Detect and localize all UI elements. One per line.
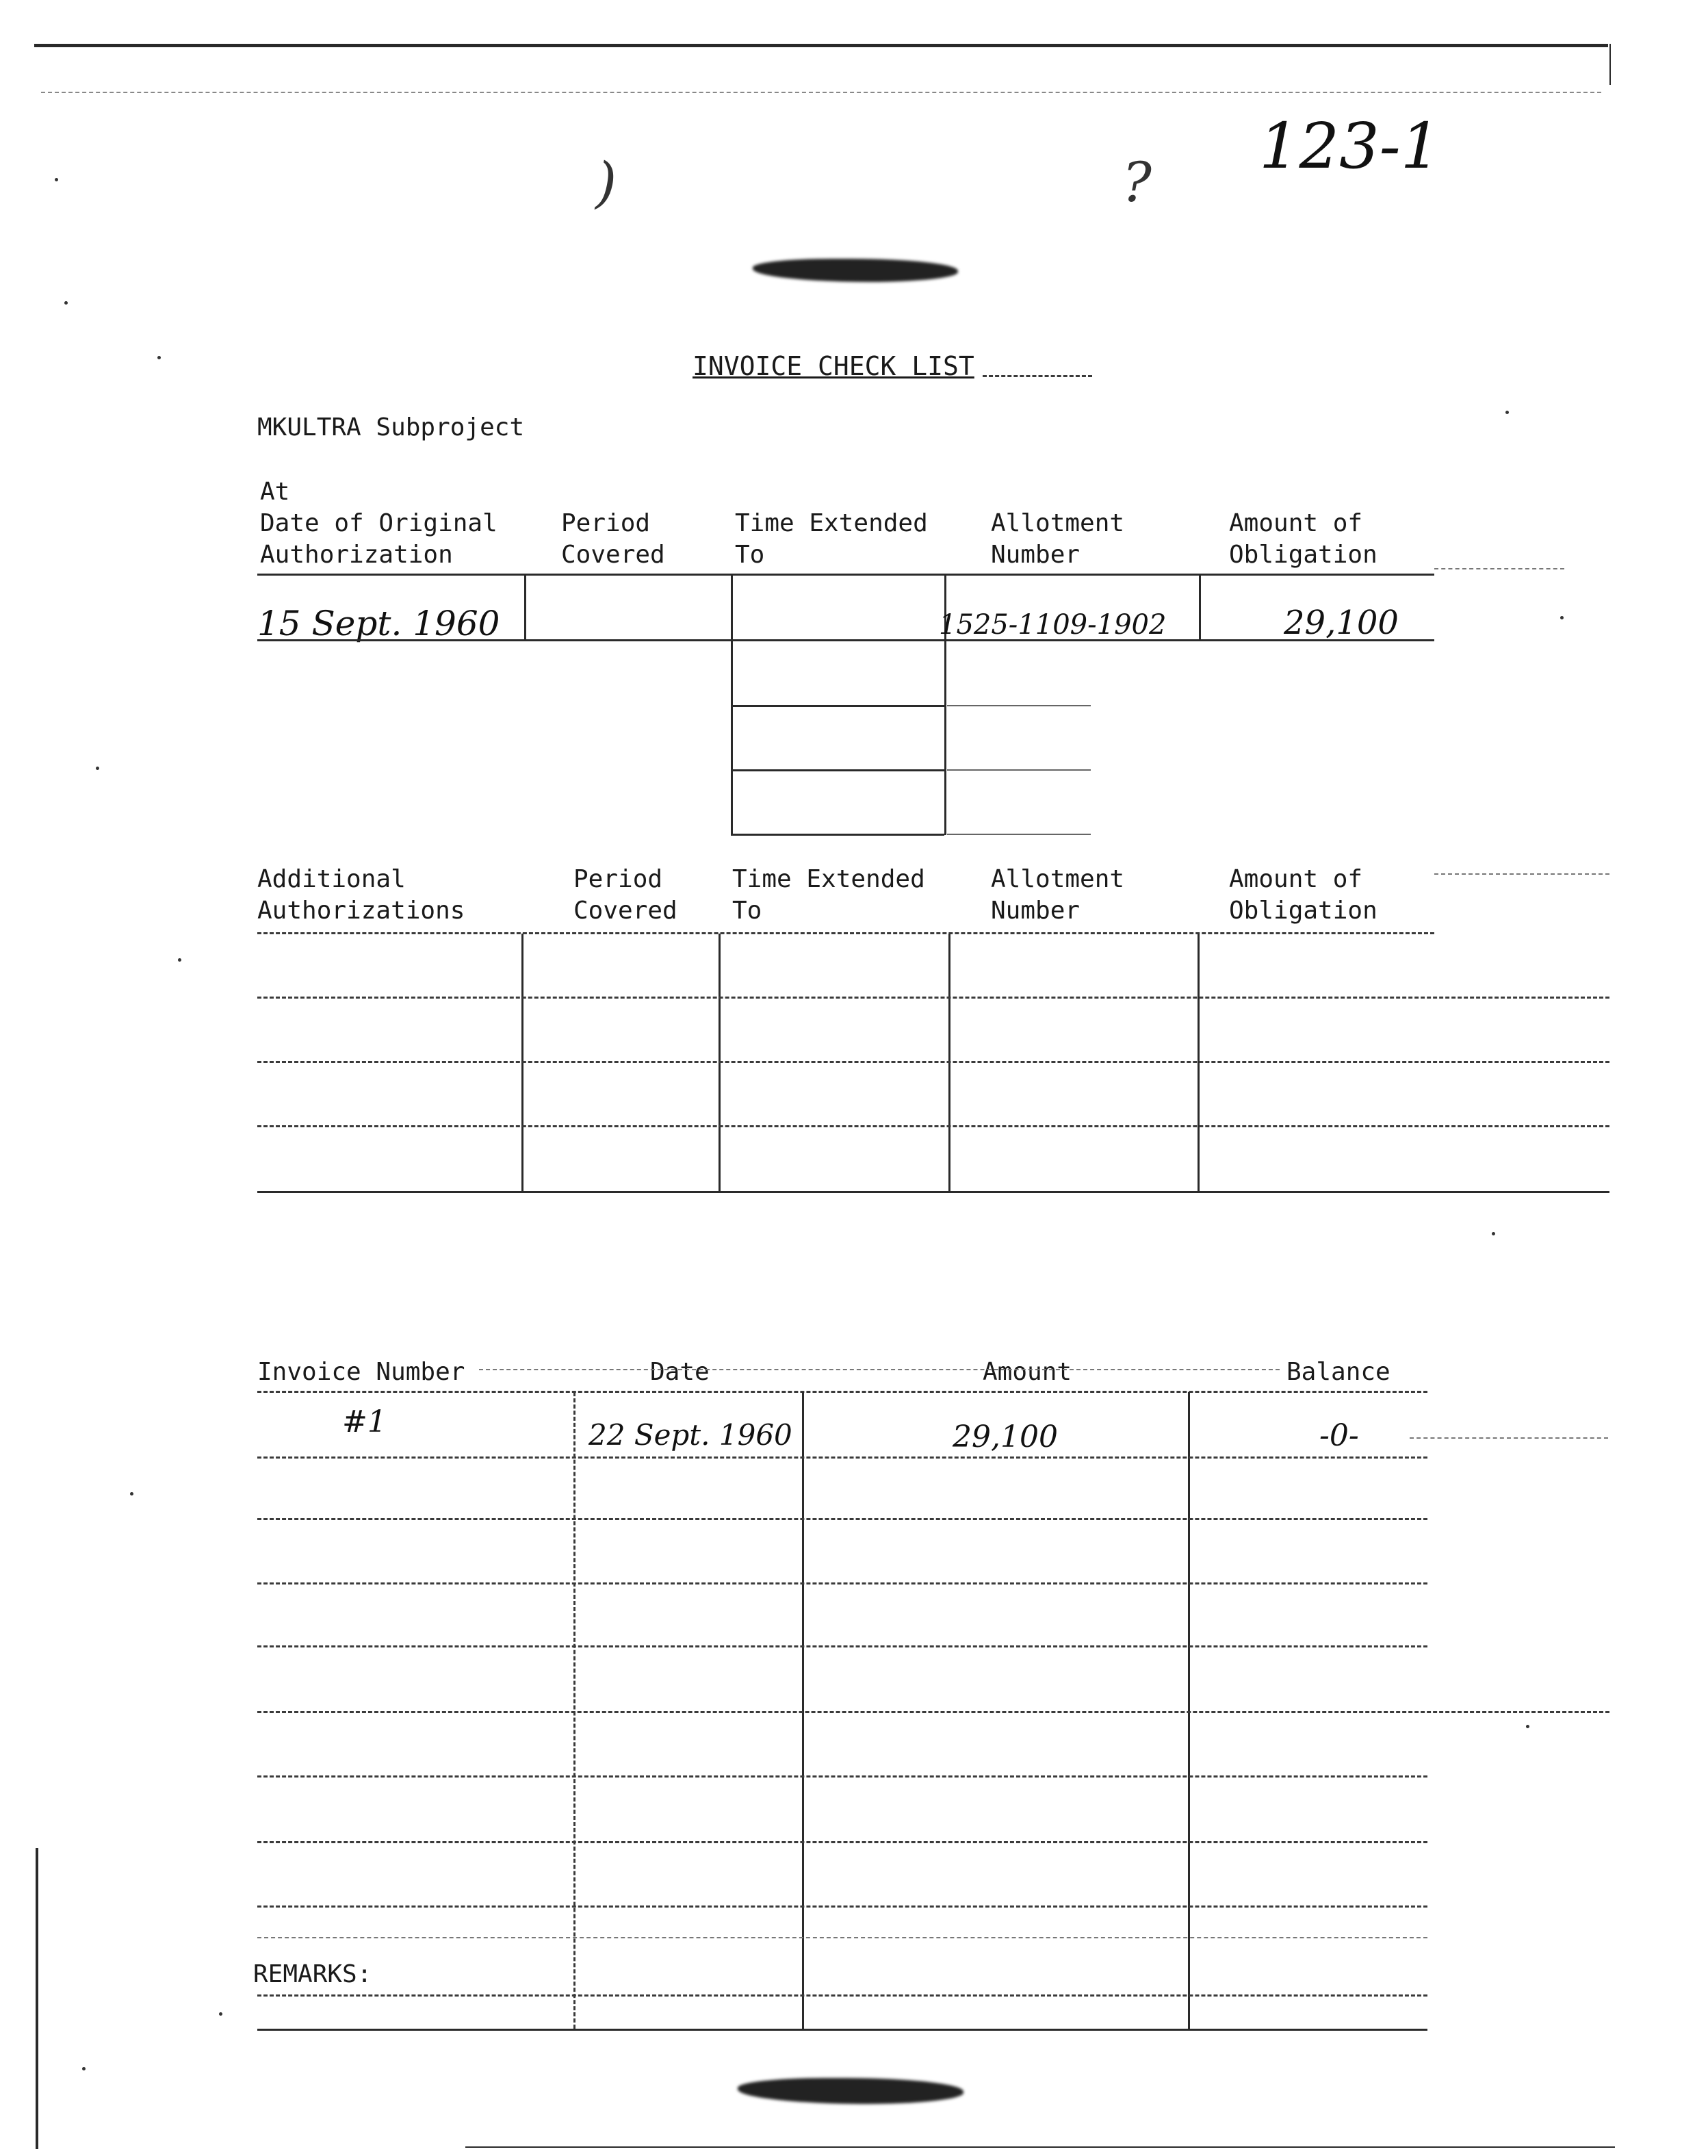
scan-speck [1560, 616, 1564, 619]
invoice-amount-value: 29,100 [953, 1420, 1058, 1454]
original-col-divider [1199, 575, 1201, 641]
invoice-row-rule [257, 1582, 1427, 1584]
subproject-label: MKULTRA Subproject [257, 413, 525, 441]
invoice-balance-value: -0- [1319, 1418, 1359, 1453]
scan-speck [1526, 1725, 1529, 1728]
scan-speck [1505, 411, 1509, 414]
invoice-col-divider [802, 1392, 804, 2029]
time-extended-row-rule [731, 769, 944, 771]
header-period-covered: Period Covered [573, 865, 677, 925]
additional-header-rule-ext [1434, 873, 1609, 875]
balance-trailing-line [1410, 1437, 1608, 1439]
scan-speck [1492, 1232, 1495, 1235]
top-edge-line [34, 44, 1608, 47]
invoice-col-divider [1188, 1392, 1190, 2029]
header-allotment-number: Allotment Number [991, 509, 1125, 569]
invoice-number-value: #1 [342, 1404, 387, 1439]
additional-row-rule [257, 1125, 1609, 1127]
original-header-rule-ext [1434, 568, 1564, 569]
scan-speck [130, 1492, 133, 1496]
header-invoice-number: Invoice Number [257, 1358, 465, 1386]
header-allotment-number: Allotment Number [991, 865, 1125, 925]
allotment-row-rule [947, 705, 1091, 706]
header-period-covered: Period Covered [561, 509, 665, 569]
invoice-row-rule [257, 1645, 1427, 1647]
scan-speck [96, 767, 99, 770]
redaction-mark-bottom [738, 2078, 963, 2104]
header-time-extended: Time Extended To [732, 865, 925, 925]
original-col-divider [524, 575, 526, 641]
invoice-header-rule-ext [479, 1369, 1280, 1370]
invoice-col-divider [573, 1392, 575, 2029]
top-faint-line [41, 92, 1601, 93]
additional-row-rule [257, 997, 1609, 999]
invoice-row-rule [257, 1518, 1427, 1520]
original-header-rule [257, 574, 1434, 576]
additional-row-rule [257, 1191, 1609, 1193]
allotment-row-rule [947, 834, 1091, 835]
invoice-row-rule [257, 1905, 1427, 1908]
scan-speck [55, 178, 58, 181]
time-extended-row-rule [731, 834, 944, 836]
at-label: At [260, 478, 290, 506]
redaction-mark-top [753, 259, 958, 282]
scan-speck [178, 958, 181, 962]
additional-header-rule [257, 932, 1434, 934]
original-row-rule [257, 639, 1434, 641]
header-amount-obligation: Amount of Obligation [1229, 509, 1377, 569]
original-allotment-value: 1525-1109-1902 [939, 609, 1167, 641]
invoice-row-rule [257, 1937, 1427, 1938]
header-date-original: Date of Original Authorization [260, 509, 497, 569]
invoice-row-rule [257, 1456, 1427, 1459]
invoice-date-value: 22 Sept. 1960 [588, 1418, 792, 1452]
additional-row-rule [257, 1061, 1609, 1063]
handwritten-page-number: 123-1 [1259, 110, 1441, 183]
scan-speck [219, 2012, 222, 2016]
invoice-row-rule [257, 1841, 1427, 1843]
scan-speck [82, 2067, 86, 2070]
faint-stamp-mark: ? [1122, 151, 1152, 214]
left-edge-line [36, 1848, 38, 2149]
header-invoice-amount: Amount [983, 1358, 1072, 1386]
header-amount-obligation: Amount of Obligation [1229, 865, 1377, 925]
bottom-edge-line [465, 2146, 1615, 2148]
invoice-row-rule [257, 1994, 1427, 1997]
header-time-extended: Time Extended To [735, 509, 928, 569]
allotment-row-rule [947, 769, 1091, 771]
remarks-label: REMARKS: [253, 1960, 372, 1988]
document-title: INVOICE CHECK LIST [693, 351, 974, 381]
header-invoice-balance: Balance [1286, 1358, 1390, 1386]
original-date-value: 15 Sept. 1960 [257, 604, 500, 643]
invoice-row-rule [257, 1775, 1427, 1778]
scan-speck [157, 356, 161, 359]
right-edge-line [1609, 44, 1611, 85]
title-trailing-line [983, 375, 1092, 377]
invoice-row-rule [257, 1711, 1609, 1713]
scan-speck [64, 301, 68, 305]
header-additional-authorizations: Additional Authorizations [257, 865, 465, 925]
original-amount-value: 29,100 [1284, 604, 1399, 642]
invoice-header-rule [257, 1391, 1427, 1393]
faint-stamp-mark: ) [595, 151, 617, 214]
header-invoice-date: Date [650, 1358, 710, 1386]
invoice-bottom-rule [257, 2029, 1427, 2031]
time-extended-row-rule [731, 705, 944, 707]
